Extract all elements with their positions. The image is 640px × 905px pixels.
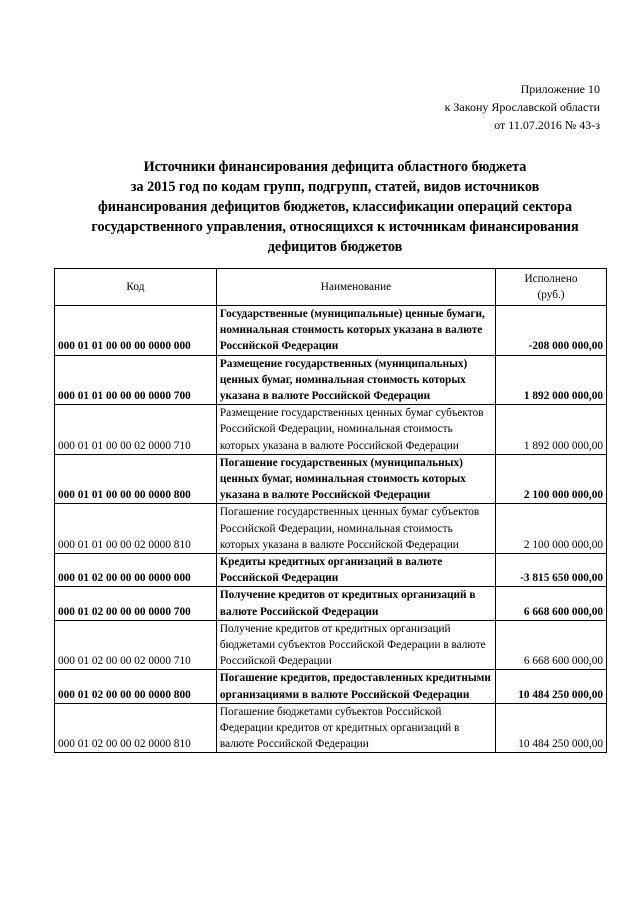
amount-header-label: Исполнено [524, 272, 578, 285]
amount-cell: 2 100 000 000,00 [496, 504, 607, 554]
title-line: Источники финансирования дефицита областного бюджета [143, 159, 527, 175]
name-cell: Размещение государственных (муниципальных) ценных бумаг, номинальная стоимость которых указана в валюте Российской Федерации [216, 355, 495, 405]
name-cell: Погашение бюджетами субъектов Российской Федерации кредитов от кредитных организаций в валюте Российской Федерации [216, 703, 495, 753]
appendix-law-date: от 11.07.2016 № 43-з [494, 118, 600, 132]
appendix-header [445, 80, 600, 134]
name-column-header: Наименование [216, 269, 495, 306]
code-cell: 000 01 01 00 00 00 0000 800 [55, 454, 217, 504]
code-cell: 000 01 02 00 00 00 0000 800 [55, 670, 217, 703]
appendix-number: Приложение 10 [520, 82, 600, 96]
code-cell: 000 01 01 00 00 02 0000 810 [55, 504, 217, 554]
table-row [55, 355, 607, 405]
code-cell: 000 01 02 00 00 02 0000 810 [55, 703, 217, 753]
amount-header-unit: (руб.) [537, 289, 565, 301]
appendix-law-reference: к Закону Ярославской области [444, 100, 600, 114]
code-cell: 000 01 02 00 00 00 0000 000 [55, 554, 217, 587]
title-line: за 2015 год по кодам групп, подгрупп, статей, видов источников [130, 179, 540, 195]
name-cell: Получение кредитов от кредитных организаций в валюте Российской Федерации [216, 587, 495, 620]
table-row [55, 454, 607, 504]
table-row [55, 405, 607, 455]
amount-cell: 10 484 250 000,00 [496, 670, 607, 703]
amount-cell: 1 892 000 000,00 [496, 405, 607, 455]
amount-cell: -208 000 000,00 [496, 306, 607, 356]
table-row [55, 703, 607, 753]
amount-column-header [496, 269, 607, 306]
amount-cell: 6 668 600 000,00 [496, 620, 607, 670]
code-cell: 000 01 02 00 00 02 0000 710 [55, 620, 217, 670]
amount-cell: -3 815 650 000,00 [496, 554, 607, 587]
table-row [55, 587, 607, 620]
code-cell: 000 01 02 00 00 00 0000 700 [55, 587, 217, 620]
title-line: государственного управления, относящихся к источникам финансирования [91, 219, 579, 235]
table-row [55, 554, 607, 587]
amount-cell: 6 668 600 000,00 [496, 587, 607, 620]
title-line: дефицитов бюджетов [267, 239, 403, 255]
name-cell: Размещение государственных ценных бумаг субъектов Российской Федерации, номинальная стоимость которых указана в валюте Российской Федерации [216, 405, 495, 455]
amount-cell: 10 484 250 000,00 [496, 703, 607, 753]
table-header-row [55, 269, 607, 306]
code-column-header: Код [55, 269, 217, 306]
table-row [55, 620, 607, 670]
table-body [55, 306, 607, 753]
amount-cell: 1 892 000 000,00 [496, 355, 607, 405]
name-cell: Погашение государственных (муниципальных) ценных бумаг, номинальная стоимость которых указана в валюте Российской Федерации [216, 454, 495, 504]
name-cell: Погашение кредитов, предоставленных кредитными организациями в валюте Российской Федерации [216, 670, 495, 703]
financing-sources-table [54, 268, 607, 753]
name-cell: Получение кредитов от кредитных организаций бюджетами субъектов Российской Федерации в валюте Российской Федерации [216, 620, 495, 670]
document-title [60, 157, 610, 257]
name-cell: Кредиты кредитных организаций в валюте Российской Федерации [216, 554, 495, 587]
code-cell: 000 01 01 00 00 00 0000 700 [55, 355, 217, 405]
title-line: финансирования дефицитов бюджетов, классификации операций сектора [97, 199, 573, 215]
table-row [55, 670, 607, 703]
table-row [55, 504, 607, 554]
amount-cell: 2 100 000 000,00 [496, 454, 607, 504]
name-cell: Погашение государственных ценных бумаг субъектов Российской Федерации, номинальная стоимость которых указана в валюте Российской Федерации [216, 504, 495, 554]
table-row [55, 306, 607, 356]
name-cell: Государственные (муниципальные) ценные бумаги, номинальная стоимость которых указана в валюте Российской Федерации [216, 306, 495, 356]
code-cell: 000 01 01 00 00 02 0000 710 [55, 405, 217, 455]
code-cell: 000 01 01 00 00 00 0000 000 [55, 306, 217, 356]
